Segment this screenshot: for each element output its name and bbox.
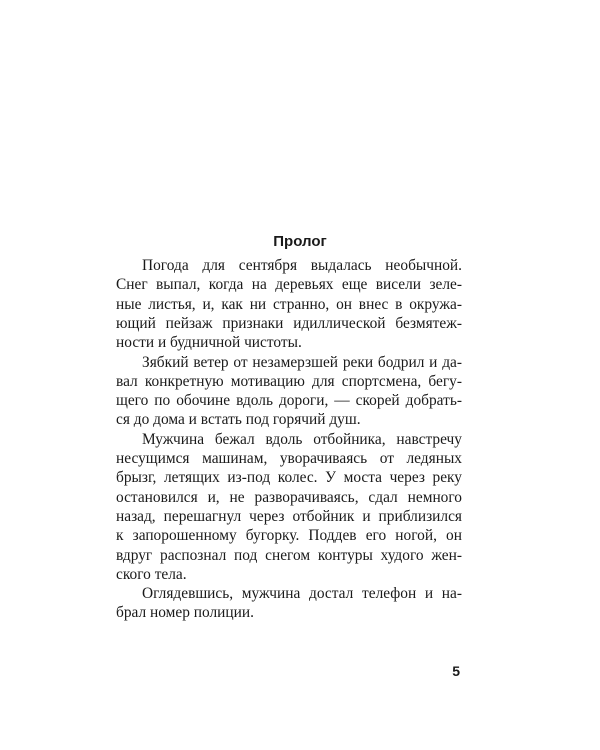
paragraph-2-line-4: ся до дома и встать под горячий душ. [116, 411, 361, 429]
paragraph-3-line-5: назад, перешагнул через отбойник и приблизился [116, 507, 462, 525]
chapter-title: Пролог [273, 233, 327, 250]
paragraph-3-line-3: брызг, летящих из-под колес. У моста через реку [116, 469, 462, 487]
paragraph-1-line-1: Погода для сентября выдалась необычной. [142, 257, 462, 274]
paragraph-4-line-2: брал номер полиции. [116, 604, 254, 622]
paragraph-4-line-1: Оглядевшись, мужчина достал телефон и на- [142, 585, 462, 603]
paragraph-3-line-6: к запорошенному бугорку. Поддев его ногой, он [116, 527, 462, 545]
paragraph-2-line-3: щего по обочине вдоль дороги, — скорей добрать- [116, 392, 462, 410]
paragraph-2-line-1: Зябкий ветер от незамерзшей реки бодрил и да- [142, 353, 462, 371]
paragraph-3-line-8: ского тела. [116, 565, 187, 583]
paragraph-2-line-2: вал конкретную мотивацию для спортсмена, бегу- [116, 372, 462, 390]
paragraph-1-line-4: ющий пейзаж признаки идиллической безмятеж- [116, 314, 462, 332]
paragraph-3-line-4: остановился и, не разворачиваясь, сдал немного [116, 488, 462, 506]
paragraph-3-line-2: несущимся машинам, уворачиваясь от ледяных [116, 450, 462, 467]
paragraph-3-line-1: Мужчина бежал вдоль отбойника, навстречу [142, 430, 462, 448]
paragraph-3-line-7: вдруг распознал под снегом контуры худого жен- [116, 546, 462, 564]
paragraph-1-line-5: ности и будничной чистоты. [116, 334, 302, 352]
paragraph-1-line-2: Снег выпал, когда на деревьях еще висели зеле- [116, 276, 462, 294]
page-number: 5 [452, 663, 460, 679]
paragraph-1-line-3: ные листья, и, как ни странно, он внес в окружа- [116, 295, 462, 313]
